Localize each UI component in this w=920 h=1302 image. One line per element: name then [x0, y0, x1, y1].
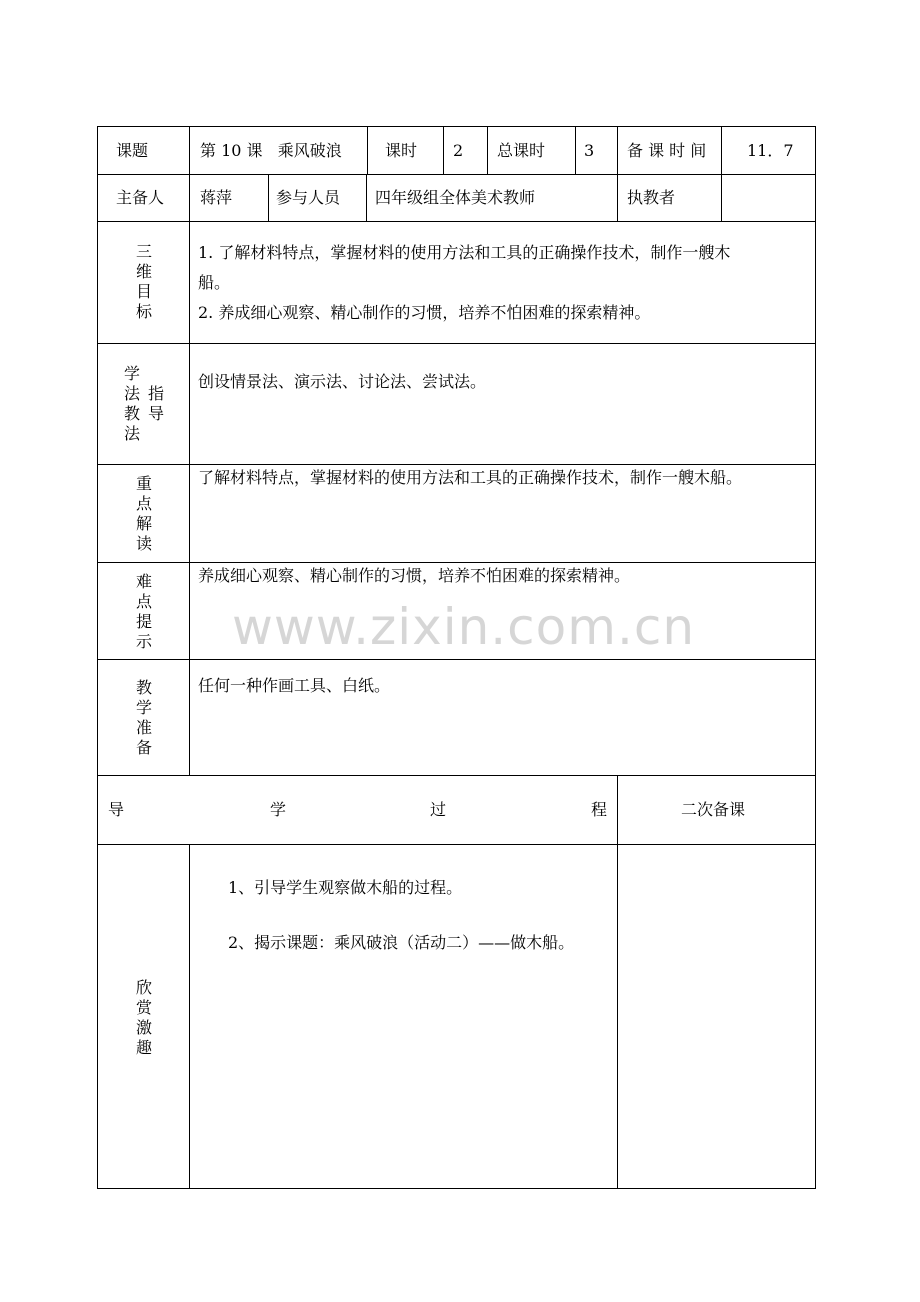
- table-border-right: [815, 126, 816, 1189]
- prep-text: 任何一种作画工具、白纸。: [198, 676, 391, 695]
- hours-label: 课时: [385, 141, 418, 160]
- lead-label: 主备人: [116, 188, 165, 207]
- row-divider: [97, 343, 816, 344]
- column-divider: [617, 775, 618, 1189]
- row-divider: [97, 844, 816, 845]
- goals-label: 三 维 目 标: [135, 242, 152, 321]
- prep-time-label: 备 课 时 间: [627, 141, 707, 160]
- teacher-label: 执教者: [627, 188, 676, 207]
- key-text: 了解材料特点，掌握材料的使用方法和工具的正确操作技术，制作一艘木船。: [198, 468, 743, 487]
- row-divider: [97, 174, 816, 175]
- method-label-right: 指 导: [147, 384, 164, 423]
- column-divider: [721, 126, 722, 222]
- total-hours-value: 3: [584, 141, 595, 160]
- watermark: www.zixin.com.cn: [232, 598, 696, 656]
- row-divider: [97, 659, 816, 660]
- process-title-char: 过: [430, 800, 447, 819]
- second-prep-label: 二次备课: [681, 800, 746, 819]
- table-border-top: [97, 126, 816, 127]
- goals-line: 2. 养成细心观察、精心制作的习惯，培养不怕困难的探索精神。: [198, 303, 651, 322]
- column-divider: [487, 126, 488, 174]
- row-divider: [97, 221, 816, 222]
- hours-value: 2: [453, 141, 464, 160]
- topic-label: 课题: [116, 141, 149, 160]
- stage-label: 欣 赏 激 趣: [135, 978, 152, 1057]
- column-divider: [366, 174, 367, 222]
- table-border-left: [97, 126, 98, 1189]
- topic-value: 第 10 课 乘风破浪: [200, 141, 342, 160]
- prep-time-value: 11．7: [747, 141, 794, 160]
- row-divider: [97, 775, 816, 776]
- goals-line: 船。: [198, 273, 231, 292]
- process-title-char: 学: [270, 800, 287, 819]
- column-divider: [268, 174, 269, 222]
- column-divider: [617, 126, 618, 222]
- difficulty-label: 难 点 提 示: [135, 572, 152, 651]
- column-divider: [367, 126, 368, 174]
- column-divider: [189, 844, 190, 1189]
- column-divider: [443, 126, 444, 174]
- total-hours-label: 总课时: [497, 141, 546, 160]
- process-title-char: 程: [591, 800, 608, 819]
- lead-value: 蒋萍: [200, 188, 233, 207]
- participants-value: 四年级组全体美术教师: [375, 188, 536, 207]
- column-divider: [575, 126, 576, 174]
- key-label: 重 点 解 读: [135, 474, 152, 553]
- process-step: 2、揭示课题：乘风破浪（活动二）——做木船。: [228, 933, 575, 952]
- process-title-char: 导: [108, 800, 125, 819]
- goals-text: [198, 238, 810, 328]
- table-border-bottom: [97, 1188, 816, 1189]
- difficulty-text: 养成细心观察、精心制作的习惯，培养不怕困难的探索精神。: [198, 566, 631, 585]
- participants-label: 参与人员: [276, 188, 341, 207]
- method-label-left: 学 法 教 法: [123, 364, 140, 443]
- method-text: 创设情景法、演示法、讨论法、尝试法。: [198, 372, 487, 391]
- column-divider: [189, 126, 190, 776]
- goals-line: 1. 了解材料特点，掌握材料的使用方法和工具的正确操作技术，制作一艘木: [198, 243, 731, 262]
- process-step: 1、引导学生观察做木船的过程。: [228, 878, 463, 897]
- prep-label: 教 学 准 备: [135, 678, 152, 757]
